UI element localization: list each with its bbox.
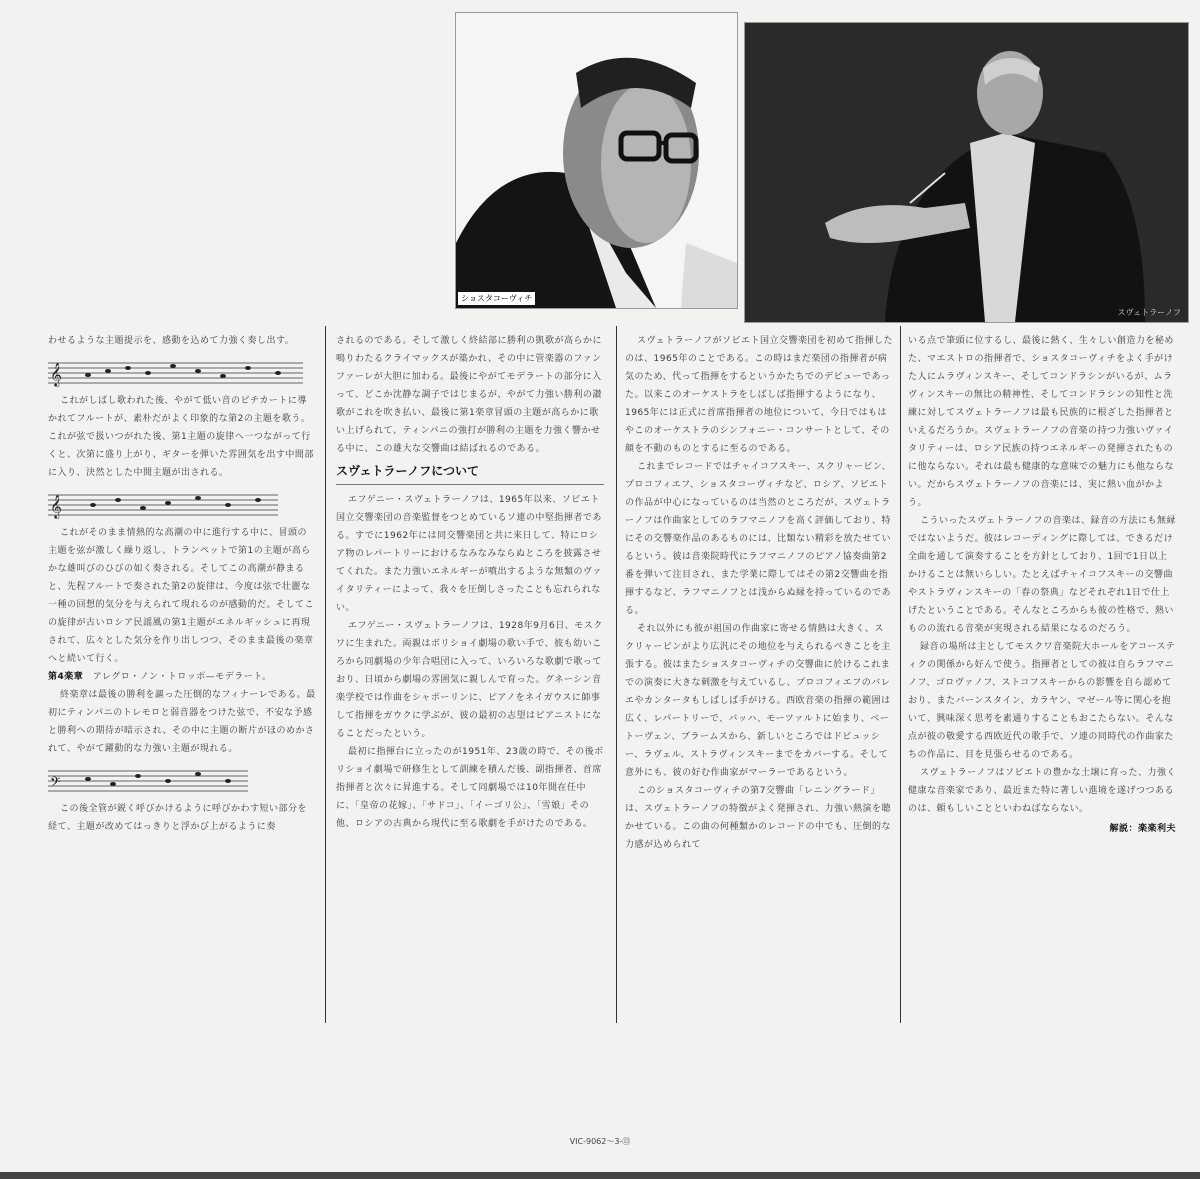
music-notation-icon: [48, 762, 308, 796]
paragraph: これまでレコードではチャイコフスキー、スクリャービン、プロコフィエフ、ショスタコーヴィチなど、ロシア、ソビエトの作品が中心になっているのは当然のところだが、スヴェトラーノフは作曲家としてのラフマニノフを高く評価しており、特にその交響楽作品のあるものには、比類ない精彩を放たせているという。彼は音楽院時代にラフマニノフのピアノ協奏曲第2番を弾いて注目され、また学業に際してはその第2交響曲を指揮するなど、ラフマニノフとは浅からぬ縁を持っているのである。: [625, 462, 892, 616]
music-staff-excerpt: [48, 354, 316, 388]
paragraph: 最初に指揮台に立ったのが1951年、23歳の時で、その後ボリショイ劇場で研修生として訓練を積んだ後、副指揮者、首席指揮者と次々に昇進する。そして同劇場では10年間在任中に、「皇帝の花嫁」、「サドコ」、「イーゴリ公」、「雪娘」その他、ロシアの古典から現代に至る歌劇を手がけたのである。: [336, 747, 604, 829]
music-notation-icon: [48, 486, 308, 520]
text-column-3: [625, 332, 893, 1022]
paragraph: いる点で筆頭に位するし、最後に熱く、生々しい創造力を秘めた、マエストロの指揮者で、ショスタコーヴィチをよく手がけた人にムラヴィンスキー、そしてコンドラシンがいるが、ムラヴィンスキーの無比の精神性、そしてコンドラシンの知性と洗練に対してスヴェトラーノフは最も民族的に根ざした指揮者といえるだろうか。スヴェトラーノフの音楽の持つ力強いヴァイタリティーは、ロシア民族の持つエネルギーの発揮されたものに他ならない。それは最も健康的な意味での魅力にも他ならない。だからスヴェトラーノフの音楽には、実に熱い血がかよう。: [908, 336, 1175, 508]
paragraph: これがしばし歌われた後、やがて低い音のピチカートに導かれてフルートが、素朴だがよく印象的な第2の主題を歌う。これが弦で扱いつがれた後、第1主題の旋律へ一つながって行くと、次第に盛り上がり、ギターを弾いた雰囲気を出す中間部に入り、決然とした中間主題が出される。: [48, 396, 314, 478]
paragraph: スヴェトラーノフはソビエトの豊かな土壌に育った、力強く健康な音楽家であり、最近また特に著しい進境を遂げつつあるのは、頼もしいことといわねばならない。: [908, 768, 1176, 814]
paragraph: この後全管が鋭く呼びかけるように呼びかわす短い部分を経て、主題が改めてはっきりと浮かび上がるように奏: [48, 804, 308, 832]
svetlanov-photo: [744, 22, 1189, 323]
column-divider: [325, 326, 326, 1023]
shostakovich-photo: [455, 12, 738, 309]
section-heading: スヴェトラーノフについて: [336, 462, 604, 485]
text-column-2: [336, 332, 604, 1022]
photo-caption-svetlanov: スヴェトラーノフ: [1117, 308, 1181, 317]
music-notation-icon: [48, 354, 308, 388]
paragraph: 終楽章は最後の勝利を謳った圧倒的なフィナーレである。最初にティンパニのトレモロと弱音器をつけた弦で、不安な予感と勝利への期待が暗示され、その中に主題の断片がほのめかされて、やがて躍動的な力強い主題が現れる。: [48, 690, 316, 754]
paragraph: されるのである。そして激しく終結部に勝利の凱歌が高らかに鳴りわたるクライマックスが築かれ、その中に管楽器のファンファーレが大胆に加わる。最後にやがてモデラートの部分に入って、どこか沈静な調子ではじまるが、やがて力強い勝利の讃歌がこれを吹き払い、最後に第1楽章冒頭の主題が高らかに歌い上げられて、ティンパニの強打が勝利の主題を力強く響かせる中に、この雄大な交響曲は結ばれるのである。: [336, 336, 603, 454]
svg-text:𝄞: 𝄞: [50, 494, 63, 518]
paragraph: それ以外にも彼が祖国の作曲家に寄せる情熱は大きく、スクリャービンがより広汎にその地位を与えられるべきことを主張する。彼はまたショスタコーヴィチの交響曲に於けるこれまでの演奏に大きな刺激を与えているし、プロコフィエフのバレエやカンタータもしばしば手がける。西欧音楽の指揮の範囲は広く、レパートリーで、バッハ、モーツァルトに始まり、ベートーヴェン、ブラームスから、新しいところではドビュッシー、ラヴェル、ストラヴィンスキーまでをカバーする。そして意外にも、彼の好む作曲家がマーラーであるという。: [625, 624, 891, 778]
paragraph: スヴェトラーノフがソビエト国立交響楽団を初めて指揮したのは、1965年のことである。この時はまだ楽団の指揮者が病気のため、代って指揮をするというかたちでのデビューであった。以来このオーケストラをしばしば指揮するようになり、1965年には正式に首席指揮者の地位について、今日ではもはやこのオーケストラのシンフォニー・コンサートとして、その顔を不動のものとするに至るのである。: [625, 336, 893, 454]
paragraph: エフゲニー・スヴェトラーノフは、1928年9月6日、モスクワに生まれた。両親はボリショイ劇場の歌い手で、彼も幼いころから同劇場の少年合唱団に入って、いろいろな歌劇で歌っており、日頃から劇場の雰囲気に親しんで育った。グネーシン音楽学校では作曲をシャポーリンに、ピアノをネイガウスに師事して指揮をガウクに学ぶが、彼の最初の志望はピアニストになることだったという。: [336, 621, 603, 739]
paragraph: こういったスヴェトラーノフの音楽は、録音の方法にも無縁ではないようだ。彼はレコーディングに際しては、できるだけ全曲を通して演奏することを方針としており、1回で1日以上かけることは無いらしい。たとえばチャイコフスキーの交響曲やストラヴィンスキーの「春の祭典」などそれぞれ1日で仕上げたということである。そんなところからも彼の性格で、熱いものの流れる音楽が実現される結果になるのだろう。: [908, 516, 1176, 634]
svetlanov-conducting-image: [745, 23, 1188, 322]
paragraph: このショスタコーヴィチの第7交響曲「レニングラード」は、スヴェトラーノフの特徴がよく発揮され、力強い熱演を聴かせている。この曲の何種類かのレコードの中でも、圧倒的な力感が込められて: [625, 786, 892, 850]
paragraph: エフゲニー・スヴェトラーノフは、1965年以来、ソビエト国立交響楽団の音楽監督をつとめているソ連の中堅指揮者である。すでに1962年には同交響楽団と共に来日して、特にロシア物のレパートリーにおけるなみなみならぬところを披露させてくれた。また力強いエネルギーが噴出するような無類のヴァイタリティーによって、我々を圧倒しさったことも忘れられない。: [336, 495, 602, 613]
movement-label: 第4楽章: [48, 672, 84, 682]
paragraph: これがそのまま情熱的な高潮の中に進行する中に、冒頭の主題を弦が激しく繰り返し、トランペットで第1の主題が高らかな雄叫びのひびの如く奏される。そしてこの高潮が静まると、先程フルートで奏された第2の旋律は、今度は弦で壮麗な一種の回想的気分を与えられて現れるのが感動的だ。そしてこの旋律が古いロシア民謡風の第1主題がエネルギッシュに再現されて、広々とした気分を作り出しつつ、そのまま最後の楽章へと続いて行く。: [48, 528, 315, 664]
music-staff-excerpt: [48, 762, 316, 796]
author-credit: 解説：楽楽利夫: [1109, 824, 1176, 834]
paragraph: [48, 668, 316, 686]
catalog-number: VIC-9062～3-⑬: [569, 1137, 631, 1146]
column-divider: [900, 326, 901, 1023]
column-divider: [616, 326, 617, 1023]
page-edge: [0, 1172, 1200, 1179]
svg-text:𝄞: 𝄞: [50, 362, 63, 386]
photo-caption-shostakovich: ショスタコーヴィチ: [458, 292, 535, 305]
movement-tempo: アレグロ・ノン・トロッポ—モデラート。: [92, 672, 272, 682]
music-staff-excerpt: [48, 486, 316, 520]
text-column-4: [908, 332, 1176, 1022]
text-column-1: [48, 332, 316, 1022]
paragraph: わせるような主題提示を、感動を込めて力強く奏し出す。: [48, 336, 295, 346]
shostakovich-portrait-image: [456, 13, 737, 308]
svg-text:𝄢: 𝄢: [50, 774, 61, 793]
paragraph: 録音の場所は主としてモスクワ音楽院大ホールをアコースティクの関係から好んで使う。指揮者としての彼は自らラフマニノフ、ゴロヴァノフ、ストコフスキーからの影響を自ら認めており、またバーンスタイン、カラヤン、マゼール等に関心を抱いて、興味深く思考を素通りすることもおこたらない。そんな点が彼の敬愛する西欧近代の歌手で、ソ連の同時代の作曲家たちの作品に、目を見張らせるのである。: [908, 642, 1176, 760]
